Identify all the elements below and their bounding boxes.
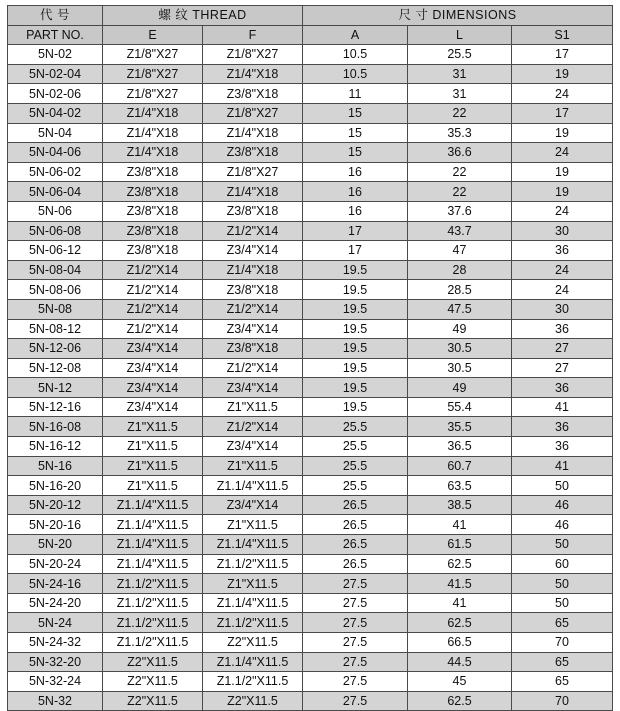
table-row [8,45,613,65]
dimension-l-cell: 47.5 [408,299,512,319]
dimension-l-cell: 30.5 [408,339,512,359]
thread-f-cell: Z2"X11.5 [203,633,303,653]
thread-f-cell: Z1.1/4"X11.5 [203,593,303,613]
dimension-l-cell: 66.5 [408,633,512,653]
thread-e-cell: Z1/8"X27 [103,84,203,104]
part-no-cell: 5N-20 [8,535,103,555]
dimension-l-cell: 62.5 [408,554,512,574]
dimension-a-cell: 19.5 [303,397,408,417]
part-no-cell: 5N-06-08 [8,221,103,241]
table-row [8,554,613,574]
thread-f-cell: Z3/8"X18 [203,201,303,221]
dimension-s1-cell: 17 [512,103,613,123]
dimension-s1-cell: 19 [512,162,613,182]
table-row [8,476,613,496]
part-no-cell: 5N-02 [8,45,103,65]
thread-f-cell: Z3/4"X14 [203,319,303,339]
thread-e-cell: Z1"X11.5 [103,417,203,437]
thread-f-cell: Z1.1/4"X11.5 [203,652,303,672]
table-row [8,437,613,457]
dimension-s1-header: S1 [512,25,613,45]
dimension-a-cell: 27.5 [303,574,408,594]
table-row [8,672,613,692]
thread-f-cell: Z3/4"X14 [203,437,303,457]
thread-e-cell: Z3/8"X18 [103,201,203,221]
part-no-cell: 5N-12-06 [8,339,103,359]
dimension-l-cell: 30.5 [408,358,512,378]
dimension-l-cell: 22 [408,182,512,202]
thread-f-cell: Z1/8"X27 [203,45,303,65]
part-no-cell: 5N-12-16 [8,397,103,417]
part-no-cell: 5N-08-06 [8,280,103,300]
dimension-s1-cell: 65 [512,613,613,633]
header-row-bottom [8,25,613,45]
table-row [8,613,613,633]
dimension-a-cell: 15 [303,123,408,143]
dimension-a-cell: 16 [303,201,408,221]
header-row-top [8,6,613,26]
table-row [8,201,613,221]
part-no-cell: 5N-20-16 [8,515,103,535]
part-no-cell: 5N-06 [8,201,103,221]
part-no-cell: 5N-02-04 [8,64,103,84]
dimension-a-cell: 15 [303,103,408,123]
thread-f-cell: Z3/4"X14 [203,241,303,261]
thread-f-cell: Z1"X11.5 [203,515,303,535]
dimension-s1-cell: 46 [512,495,613,515]
dimension-a-cell: 25.5 [303,476,408,496]
dimension-l-cell: 41 [408,593,512,613]
part-no-cell: 5N-16-20 [8,476,103,496]
dimension-a-cell: 27.5 [303,691,408,711]
dimension-a-header: A [303,25,408,45]
table-row [8,143,613,163]
dimension-l-cell: 28 [408,260,512,280]
dimension-a-cell: 26.5 [303,515,408,535]
dimension-a-cell: 19.5 [303,319,408,339]
dimension-a-cell: 19.5 [303,358,408,378]
dimension-a-cell: 10.5 [303,45,408,65]
dimension-s1-cell: 24 [512,280,613,300]
dimension-a-cell: 26.5 [303,554,408,574]
table-row [8,182,613,202]
dimension-s1-cell: 50 [512,593,613,613]
dimension-l-cell: 49 [408,378,512,398]
part-no-cell: 5N-20-12 [8,495,103,515]
thread-f-cell: Z1/2"X14 [203,358,303,378]
dimension-s1-cell: 65 [512,672,613,692]
part-no-cell: 5N-12 [8,378,103,398]
thread-f-cell: Z1.1/2"X11.5 [203,554,303,574]
table-header [8,6,613,45]
thread-f-cell: Z1/4"X18 [203,260,303,280]
dimension-a-cell: 16 [303,162,408,182]
part-no-header-cn: 代 号 [8,6,103,26]
dimension-s1-cell: 60 [512,554,613,574]
dimension-s1-cell: 27 [512,358,613,378]
dimension-l-cell: 36.6 [408,143,512,163]
thread-f-cell: Z1/8"X27 [203,162,303,182]
dimension-a-cell: 10.5 [303,64,408,84]
dimension-l-cell: 25.5 [408,45,512,65]
thread-e-cell: Z3/8"X18 [103,221,203,241]
table-row [8,319,613,339]
table-row [8,417,613,437]
thread-e-cell: Z1"X11.5 [103,476,203,496]
thread-f-cell: Z3/8"X18 [203,280,303,300]
thread-f-cell: Z1.1/2"X11.5 [203,613,303,633]
dimension-s1-cell: 36 [512,378,613,398]
thread-f-header: F [203,25,303,45]
part-no-cell: 5N-32-24 [8,672,103,692]
table-row [8,64,613,84]
thread-f-cell: Z1/4"X18 [203,64,303,84]
specification-table [7,5,613,711]
table-row [8,280,613,300]
dimension-s1-cell: 24 [512,260,613,280]
thread-f-cell: Z1.1/4"X11.5 [203,535,303,555]
thread-e-cell: Z1/8"X27 [103,45,203,65]
dimension-s1-cell: 19 [512,64,613,84]
table-row [8,515,613,535]
thread-e-header: E [103,25,203,45]
dimension-a-cell: 19.5 [303,339,408,359]
dimension-l-cell: 47 [408,241,512,261]
dimension-l-cell: 49 [408,319,512,339]
thread-e-cell: Z3/4"X14 [103,339,203,359]
dimension-a-cell: 27.5 [303,593,408,613]
dimension-s1-cell: 19 [512,182,613,202]
thread-e-cell: Z1/2"X14 [103,299,203,319]
thread-f-cell: Z1/2"X14 [203,417,303,437]
part-no-cell: 5N-04 [8,123,103,143]
dimension-l-cell: 61.5 [408,535,512,555]
dimension-a-cell: 27.5 [303,613,408,633]
thread-e-cell: Z1.1/2"X11.5 [103,613,203,633]
dimension-l-cell: 38.5 [408,495,512,515]
dimension-a-cell: 11 [303,84,408,104]
table-row [8,397,613,417]
table-row [8,241,613,261]
dimension-s1-cell: 24 [512,201,613,221]
dimension-l-cell: 35.3 [408,123,512,143]
part-no-cell: 5N-24-32 [8,633,103,653]
dimension-s1-cell: 41 [512,456,613,476]
dimension-l-cell: 43.7 [408,221,512,241]
thread-f-cell: Z1.1/4"X11.5 [203,476,303,496]
dimension-l-cell: 62.5 [408,691,512,711]
thread-f-cell: Z2"X11.5 [203,691,303,711]
thread-e-cell: Z1/4"X18 [103,143,203,163]
thread-e-cell: Z3/8"X18 [103,182,203,202]
dimension-a-cell: 26.5 [303,495,408,515]
thread-e-cell: Z3/8"X18 [103,162,203,182]
thread-e-cell: Z2"X11.5 [103,672,203,692]
thread-e-cell: Z3/4"X14 [103,397,203,417]
table-row [8,162,613,182]
table-row [8,593,613,613]
thread-e-cell: Z1.1/2"X11.5 [103,633,203,653]
part-no-cell: 5N-32-20 [8,652,103,672]
part-no-cell: 5N-06-02 [8,162,103,182]
thread-e-cell: Z2"X11.5 [103,652,203,672]
dimension-s1-cell: 46 [512,515,613,535]
part-no-cell: 5N-08-04 [8,260,103,280]
thread-e-cell: Z3/4"X14 [103,378,203,398]
table-row [8,495,613,515]
part-no-cell: 5N-04-02 [8,103,103,123]
dimension-s1-cell: 36 [512,241,613,261]
part-no-cell: 5N-02-06 [8,84,103,104]
thread-f-cell: Z1.1/2"X11.5 [203,672,303,692]
thread-e-cell: Z1.1/2"X11.5 [103,593,203,613]
dimension-s1-cell: 50 [512,574,613,594]
thread-f-cell: Z1"X11.5 [203,574,303,594]
dimension-l-cell: 44.5 [408,652,512,672]
dimension-l-cell: 31 [408,84,512,104]
thread-e-cell: Z1/2"X14 [103,319,203,339]
thread-f-cell: Z1/8"X27 [203,103,303,123]
thread-e-cell: Z1/4"X18 [103,123,203,143]
dimension-s1-cell: 17 [512,45,613,65]
dimension-l-cell: 22 [408,162,512,182]
dimension-a-cell: 25.5 [303,417,408,437]
thread-e-cell: Z1.1/2"X11.5 [103,574,203,594]
thread-e-cell: Z1/2"X14 [103,280,203,300]
part-no-cell: 5N-04-06 [8,143,103,163]
dimension-a-cell: 25.5 [303,456,408,476]
dimension-a-cell: 27.5 [303,652,408,672]
dimension-s1-cell: 36 [512,417,613,437]
thread-e-cell: Z3/8"X18 [103,241,203,261]
thread-f-cell: Z3/8"X18 [203,143,303,163]
table-row [8,456,613,476]
dimensions-group-header: 尺 寸 DIMENSIONS [303,6,613,26]
dimension-l-cell: 37.6 [408,201,512,221]
part-no-cell: 5N-24-16 [8,574,103,594]
part-no-cell: 5N-32 [8,691,103,711]
part-no-cell: 5N-16-12 [8,437,103,457]
dimension-l-cell: 62.5 [408,613,512,633]
dimension-a-cell: 17 [303,241,408,261]
thread-e-cell: Z1.1/4"X11.5 [103,515,203,535]
thread-e-cell: Z3/4"X14 [103,358,203,378]
dimension-a-cell: 27.5 [303,633,408,653]
table-row [8,691,613,711]
thread-e-cell: Z1"X11.5 [103,456,203,476]
thread-f-cell: Z1"X11.5 [203,456,303,476]
dimension-a-cell: 26.5 [303,535,408,555]
table-row [8,652,613,672]
dimension-l-cell: 31 [408,64,512,84]
thread-f-cell: Z1/4"X18 [203,123,303,143]
part-no-cell: 5N-06-04 [8,182,103,202]
dimension-a-cell: 19.5 [303,378,408,398]
table-body [8,45,613,711]
dimension-a-cell: 17 [303,221,408,241]
table-row [8,221,613,241]
dimension-l-cell: 36.5 [408,437,512,457]
dimension-a-cell: 15 [303,143,408,163]
table-row [8,123,613,143]
table-row [8,339,613,359]
part-no-cell: 5N-16 [8,456,103,476]
dimension-s1-cell: 24 [512,84,613,104]
dimension-s1-cell: 70 [512,691,613,711]
dimension-s1-cell: 50 [512,476,613,496]
dimension-l-header: L [408,25,512,45]
table-row [8,358,613,378]
dimension-s1-cell: 70 [512,633,613,653]
dimension-l-cell: 41 [408,515,512,535]
part-no-cell: 5N-08 [8,299,103,319]
dimension-l-cell: 41.5 [408,574,512,594]
dimension-l-cell: 45 [408,672,512,692]
table-row [8,633,613,653]
table-row [8,260,613,280]
dimension-s1-cell: 19 [512,123,613,143]
dimension-l-cell: 60.7 [408,456,512,476]
thread-e-cell: Z1"X11.5 [103,437,203,457]
dimension-l-cell: 55.4 [408,397,512,417]
table-row [8,378,613,398]
table-row [8,535,613,555]
part-no-header: PART NO. [8,25,103,45]
dimension-l-cell: 28.5 [408,280,512,300]
dimension-s1-cell: 27 [512,339,613,359]
thread-e-cell: Z1.1/4"X11.5 [103,554,203,574]
dimension-s1-cell: 65 [512,652,613,672]
dimension-l-cell: 22 [408,103,512,123]
dimension-a-cell: 27.5 [303,672,408,692]
dimension-s1-cell: 41 [512,397,613,417]
dimension-s1-cell: 30 [512,221,613,241]
table-row [8,574,613,594]
dimension-l-cell: 63.5 [408,476,512,496]
dimension-a-cell: 19.5 [303,260,408,280]
thread-e-cell: Z1/4"X18 [103,103,203,123]
table-row [8,299,613,319]
part-no-cell: 5N-08-12 [8,319,103,339]
dimension-s1-cell: 24 [512,143,613,163]
thread-e-cell: Z1.1/4"X11.5 [103,495,203,515]
part-no-cell: 5N-16-08 [8,417,103,437]
thread-e-cell: Z1/2"X14 [103,260,203,280]
thread-f-cell: Z1/2"X14 [203,221,303,241]
part-no-cell: 5N-06-12 [8,241,103,261]
thread-f-cell: Z3/4"X14 [203,378,303,398]
thread-f-cell: Z1/4"X18 [203,182,303,202]
dimension-s1-cell: 50 [512,535,613,555]
thread-f-cell: Z3/4"X14 [203,495,303,515]
part-no-cell: 5N-12-08 [8,358,103,378]
dimension-s1-cell: 36 [512,437,613,457]
thread-f-cell: Z1"X11.5 [203,397,303,417]
thread-e-cell: Z1.1/4"X11.5 [103,535,203,555]
dimension-a-cell: 19.5 [303,299,408,319]
dimension-l-cell: 35.5 [408,417,512,437]
thread-e-cell: Z2"X11.5 [103,691,203,711]
thread-group-header: 螺 纹 THREAD [103,6,303,26]
dimension-a-cell: 16 [303,182,408,202]
dimension-a-cell: 19.5 [303,280,408,300]
table-row [8,84,613,104]
part-no-cell: 5N-24-20 [8,593,103,613]
dimension-a-cell: 25.5 [303,437,408,457]
dimension-s1-cell: 36 [512,319,613,339]
part-no-cell: 5N-24 [8,613,103,633]
thread-f-cell: Z3/8"X18 [203,84,303,104]
part-no-cell: 5N-20-24 [8,554,103,574]
table-row [8,103,613,123]
thread-e-cell: Z1/8"X27 [103,64,203,84]
dimension-s1-cell: 30 [512,299,613,319]
thread-f-cell: Z1/2"X14 [203,299,303,319]
thread-f-cell: Z3/8"X18 [203,339,303,359]
